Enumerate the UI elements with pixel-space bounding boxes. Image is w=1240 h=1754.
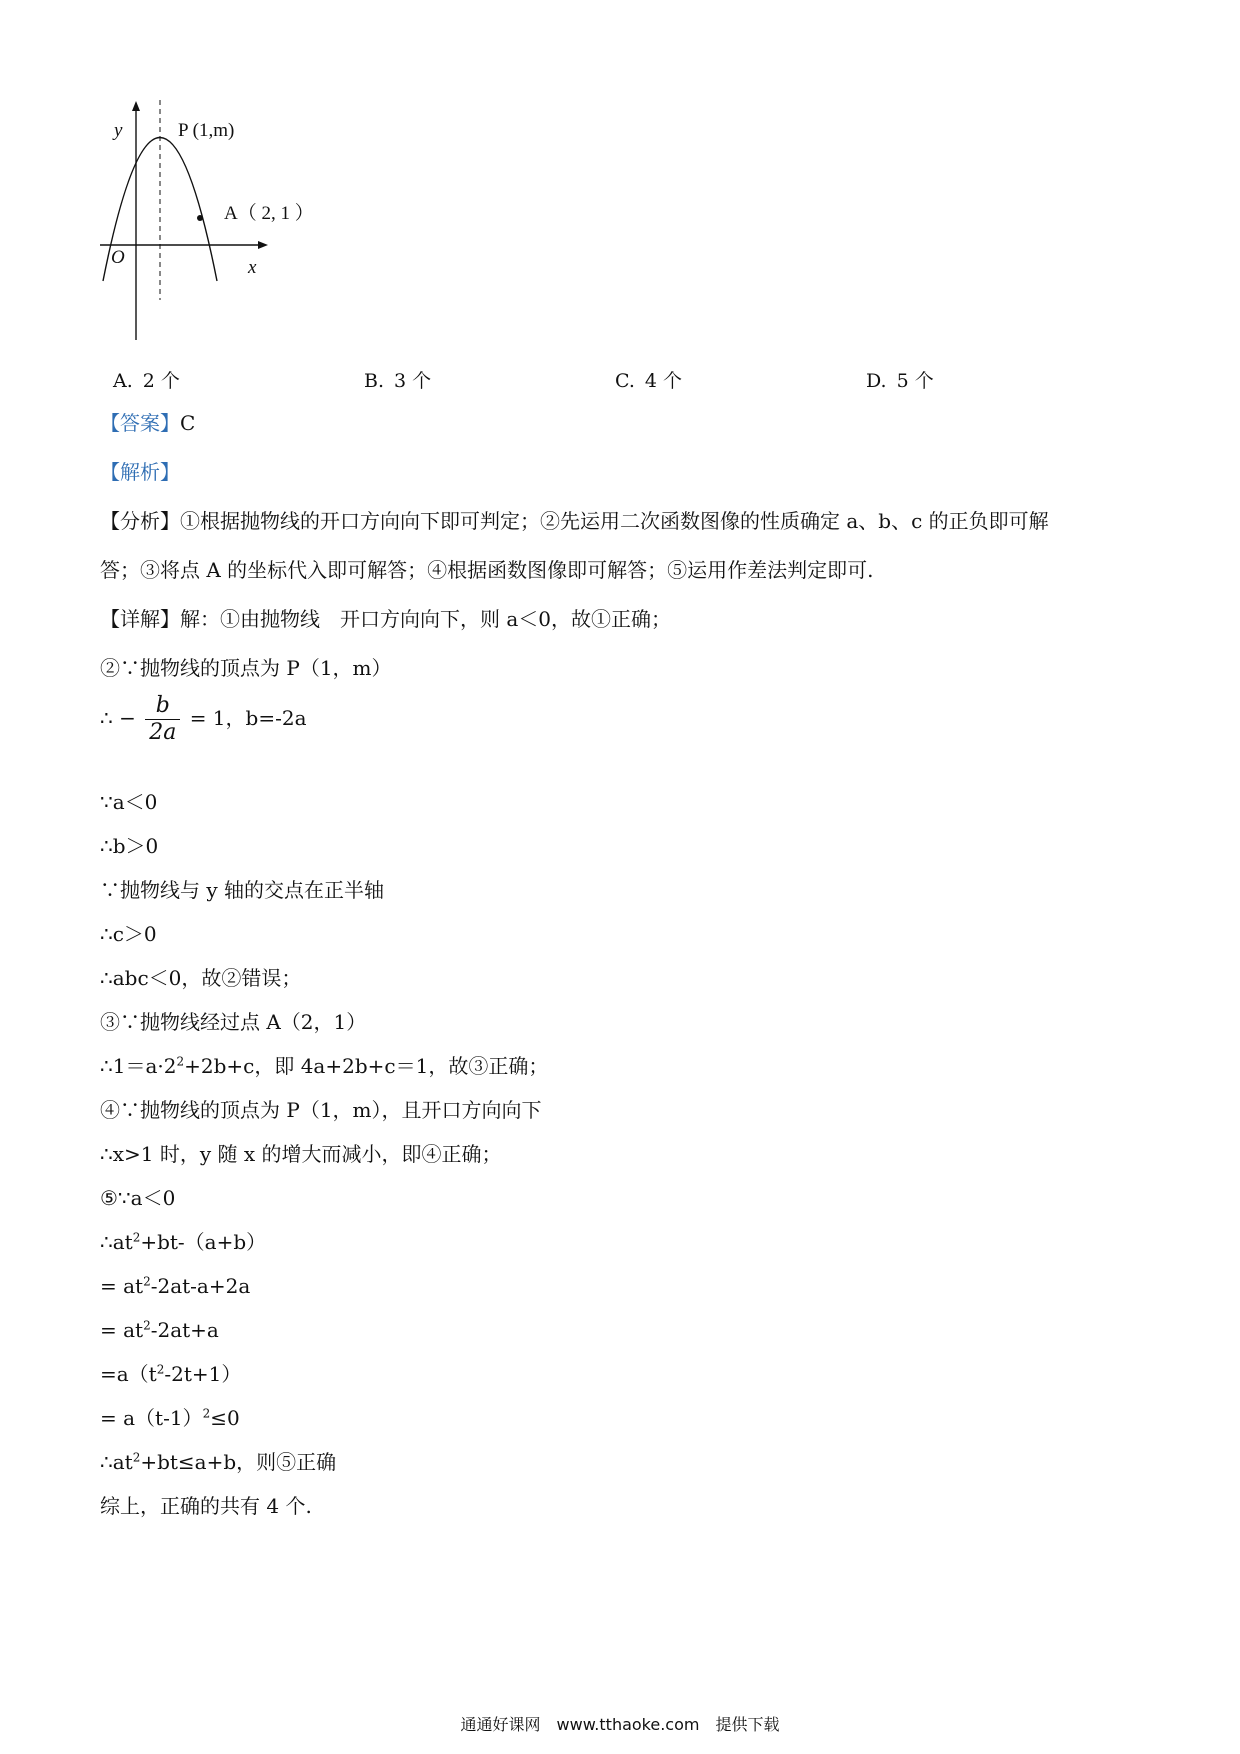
exponent: 2	[202, 1406, 211, 1421]
expr-part: -2at+a	[150, 1318, 219, 1342]
detail-line-10	[100, 1051, 1140, 1081]
choice-key: D.	[866, 370, 887, 392]
detail-line-4: ∵a＜0	[100, 790, 158, 814]
detail-line-16	[100, 1315, 1140, 1345]
fraction-denominator: 2a	[149, 720, 177, 745]
detail-line-17	[100, 1359, 1140, 1389]
detail-line-2: ②∵抛物线的顶点为 P（1，m）	[100, 656, 392, 680]
detail-text: 解：①由抛物线 开口方向向下，则 a＜0，故①正确；	[180, 607, 672, 631]
expr-part: -2at-a+2a	[150, 1274, 251, 1298]
detail-line-6: ∵抛物线与 y 轴的交点在正半轴	[100, 878, 385, 902]
answer-choices	[113, 366, 1133, 396]
exponent: 2	[143, 1274, 151, 1289]
detail-line-15	[100, 1271, 1140, 1301]
fenxi-tag: 【分析】	[100, 509, 180, 533]
choice-text: 3 个	[394, 370, 432, 392]
x-axis-label: x	[248, 257, 257, 278]
formula-prefix: ∴ −	[100, 706, 136, 730]
fraction	[145, 693, 180, 746]
detail-line-13: ⑤∵a＜0	[100, 1186, 176, 1210]
detail-line-3	[100, 688, 1140, 748]
fenxi-text: 答；③将点 A 的坐标代入即可解答；④根据函数图像即可解答；⑤运用作差法判定即可.	[100, 558, 874, 582]
expr-part: +bt-（a+b）	[140, 1230, 267, 1254]
detail-line-18	[100, 1403, 1140, 1433]
expr-part: = at	[100, 1274, 144, 1298]
exponent: 2	[143, 1318, 151, 1333]
x-axis-arrow	[258, 241, 268, 249]
y-axis-arrow	[132, 101, 140, 111]
detail-line-1	[100, 604, 1140, 634]
exponent: 2	[132, 1230, 141, 1245]
expr-part: = a（t-1）	[100, 1406, 203, 1430]
parabola-graph	[100, 95, 340, 345]
exponent: 2	[156, 1362, 165, 1377]
answer-line	[100, 408, 1140, 438]
choice-text: 5 个	[896, 370, 934, 392]
choice-a	[113, 366, 180, 393]
fraction-numerator: b	[145, 693, 180, 720]
exponent: 2	[132, 1450, 141, 1465]
fenxi-line-1	[100, 506, 1140, 536]
expr-part: +2b+c，即 4a+2b+c＝1，故③正确；	[184, 1054, 549, 1078]
detail-line-7: ∴c＞0	[100, 922, 157, 946]
expr-part: -2t+1）	[164, 1362, 242, 1386]
answer-tag: 【答案】	[100, 411, 180, 435]
expr-part: +bt≤a+b，则⑤正确	[140, 1450, 337, 1474]
choice-key: B.	[364, 370, 385, 392]
expr-part: = at	[100, 1318, 144, 1342]
detail-line-9: ③∵抛物线经过点 A（2，1）	[100, 1010, 367, 1034]
choice-text: 2 个	[142, 370, 180, 392]
fenxi-line-2	[100, 555, 1140, 585]
point-a-marker	[197, 215, 203, 221]
detail-line-12: ∴x>1 时，y 随 x 的增大而减小，即④正确；	[100, 1142, 502, 1166]
detail-tag: 【详解】	[100, 607, 180, 631]
detail-line-8: ∴abc＜0，故②错误；	[100, 966, 302, 990]
expr-part: ∴at	[100, 1230, 133, 1254]
point-a-label: A（ 2, 1 ）	[224, 203, 314, 224]
y-axis-label: y	[114, 120, 123, 141]
choice-key: A.	[113, 370, 133, 392]
analysis-heading	[100, 457, 1140, 487]
choice-b	[364, 366, 431, 393]
analysis-tag: 【解析】	[100, 460, 180, 484]
choice-d	[866, 366, 934, 393]
page-footer: 通通好课网 www.tthaoke.com 提供下载	[460, 1715, 780, 1734]
expr-part: ∴at	[100, 1450, 133, 1474]
detail-line-5: ∴b＞0	[100, 834, 159, 858]
point-p-label: P (1,m)	[178, 120, 235, 141]
detail-line-19	[100, 1447, 1140, 1477]
formula-suffix: = 1，b=-2a	[189, 706, 307, 730]
choice-text: 4 个	[644, 370, 683, 392]
expr-part: ∴1＝a·2	[100, 1054, 177, 1078]
choice-c	[615, 366, 682, 393]
parabola-figure	[100, 95, 340, 345]
exponent: 2	[176, 1054, 185, 1069]
detail-line-14	[100, 1227, 1140, 1257]
expr-part: ≤0	[210, 1406, 240, 1430]
answer-value: C	[180, 411, 196, 435]
fenxi-text: ①根据抛物线的开口方向向下即可判定；②先运用二次函数图像的性质确定 a、b、c 的正负即可解	[180, 509, 1049, 533]
choice-key: C.	[615, 370, 635, 392]
detail-line-20: 综上，正确的共有 4 个.	[100, 1494, 312, 1518]
origin-label: O	[111, 247, 125, 268]
detail-line-11: ④∵抛物线的顶点为 P（1，m），且开口方向向下	[100, 1098, 542, 1122]
expr-part: =a（t	[100, 1362, 157, 1386]
